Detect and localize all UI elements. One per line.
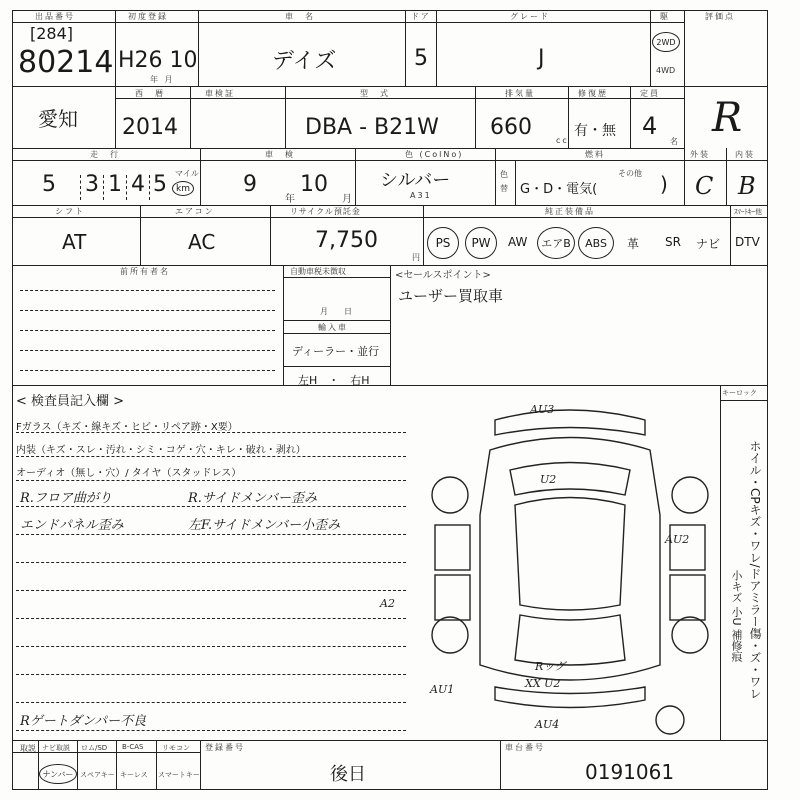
- drive-label: 駆: [660, 12, 670, 21]
- color-value: シルバー: [380, 170, 451, 191]
- doors-value: 5: [414, 46, 428, 71]
- mileage-digit-5: 5: [153, 172, 167, 197]
- drive-2wd-text: 2WD: [656, 37, 676, 47]
- tax-month-label: 月 日: [320, 307, 352, 316]
- mileage-digit-4: 4: [131, 172, 145, 197]
- fuel-close: ): [660, 172, 668, 196]
- recycle-value: 7,750: [315, 228, 378, 253]
- model-value: DBA - B21W: [305, 115, 439, 140]
- mark-a2: A2: [380, 597, 395, 610]
- footer-item-bcas: B-CAS: [122, 743, 144, 751]
- mileage-unit-mile: マイル: [175, 169, 199, 178]
- footer-item-manual: 取説: [20, 744, 36, 753]
- dealer-option: ディーラー・並行: [292, 345, 380, 358]
- prev-owner-label: 前所有者名: [120, 267, 170, 276]
- spare-tire: [656, 706, 684, 734]
- cc-unit: cc: [556, 136, 569, 145]
- mileage-digit-3: 1: [108, 172, 122, 197]
- equip-ps: [427, 227, 459, 259]
- note-floor: R.フロア曲がり: [20, 491, 112, 506]
- equip-label: 純正装備品: [545, 207, 595, 216]
- wheel-rr: [672, 617, 708, 653]
- insp-year-unit: 年: [285, 194, 297, 205]
- car-body: [480, 438, 660, 681]
- insp-month: 10: [300, 172, 328, 197]
- first-reg-label: 初度登録: [128, 12, 168, 21]
- year-label: 西 暦: [135, 89, 165, 98]
- interior-label: 内装: [735, 150, 755, 159]
- shift-label: シフト: [55, 207, 85, 216]
- wheel-fr: [672, 477, 708, 513]
- keylock-label: キーロック: [722, 389, 757, 397]
- lot-label: 出品番号: [35, 12, 75, 21]
- note-side-member: R.サイドメンバー歪み: [188, 491, 317, 506]
- color-no: A31: [410, 191, 432, 200]
- door-fr: [670, 525, 705, 570]
- footer-keyless: キーレス: [120, 771, 148, 779]
- roof: [515, 498, 625, 611]
- mileage-digit-1: 5: [42, 172, 56, 197]
- fuel-value: G・D・電気(: [520, 182, 598, 197]
- tax-label: 自動車税未徴収: [290, 267, 346, 276]
- note-end-panel: エンドパネル歪み: [20, 518, 124, 533]
- front-bumper: [495, 410, 645, 435]
- drive-2wd-mark: [652, 32, 680, 52]
- mark-au1: AU1: [430, 683, 455, 696]
- lot-code: [284]: [30, 24, 74, 43]
- car-name: デイズ: [272, 49, 337, 74]
- chassis-label: 車台番号: [505, 743, 545, 752]
- seats-label: 定員: [640, 89, 660, 98]
- seats-unit: 名: [670, 137, 680, 146]
- cc-value: 660: [490, 115, 532, 140]
- car-diagram: [380, 395, 720, 735]
- equip-abs-text: ABS: [585, 236, 607, 250]
- recycle-label: リサイクル預託金: [290, 207, 361, 216]
- rear-bumper: [495, 687, 645, 708]
- windshield: [510, 463, 630, 496]
- color-side: 色替: [500, 170, 508, 193]
- door-fl: [435, 525, 470, 570]
- exterior-value: C: [695, 172, 714, 200]
- equip-pw: [465, 227, 497, 259]
- side-note-small: 小キズ 小U 補修痕: [730, 570, 743, 663]
- color-label: 色 (ColNo): [405, 150, 464, 159]
- footer-item-navi-manual: ナビ取説: [42, 744, 70, 752]
- interior-line: 内装（キズ・スレ・汚れ・シミ・コゲ・穴・キレ・破れ・剥れ）: [16, 445, 306, 456]
- footer-number-plate-text: ナンバー: [42, 769, 74, 779]
- glass-line: Fガラス（キズ・線キズ・ヒビ・リペア跡・X要）: [16, 422, 238, 433]
- footer-item-remote: リモコン: [162, 744, 190, 752]
- mark-au4: AU4: [535, 718, 560, 731]
- inspector-title: < 検査員記入欄 >: [16, 394, 125, 409]
- score-value: R: [712, 95, 743, 141]
- wheel-fl: [432, 477, 468, 513]
- sales-point-label: <セールスポイント>: [395, 270, 491, 281]
- model-label: 型 式: [360, 89, 390, 98]
- side-note-vertical: ホイル・CPキズ・ワレ/ドアミラー傷・ズ・ワレ: [748, 440, 762, 700]
- audio-line: オーディオ（無し・穴）/ タイヤ（スタッドレス）: [16, 468, 242, 479]
- score-label: 評価点: [705, 12, 735, 21]
- mark-au2: AU2: [665, 533, 690, 546]
- door-rr: [670, 575, 705, 620]
- reg-no-label: 登録番号: [205, 743, 245, 752]
- first-reg-unit: 年 月: [150, 75, 175, 84]
- handle-option: 左H ・ 右H: [298, 374, 370, 387]
- first-reg-value: H26 10: [118, 48, 198, 73]
- insp-year: 9: [243, 172, 257, 197]
- mark-rug: Rッグ: [535, 660, 566, 673]
- note-front-side: 左F.サイドメンバー小歪み: [188, 518, 341, 533]
- door-rl: [435, 575, 470, 620]
- rear-window: [515, 615, 625, 665]
- fuel-other: その他: [618, 169, 642, 178]
- equip-aw: AW: [508, 235, 528, 249]
- inspection-label: 車 検: [265, 150, 295, 159]
- mark-u2: U2: [540, 473, 557, 486]
- footer-item-rom: ロム/SD: [81, 744, 108, 752]
- exterior-label: 外装: [690, 150, 710, 159]
- cert-label: 車検証: [205, 89, 235, 98]
- footer-smart-key: スマートキー: [158, 771, 200, 779]
- wheel-rl: [432, 617, 468, 653]
- region: 愛知: [38, 107, 78, 131]
- drive-4wd-text: 4WD: [656, 66, 676, 75]
- reg-no-value: 後日: [330, 764, 366, 785]
- equip-navi: ナビ: [696, 237, 721, 251]
- footer-number-plate: [39, 764, 77, 784]
- equip-sr: SR: [665, 235, 681, 249]
- grade-label: グレード: [510, 12, 550, 21]
- seats-value: 4: [642, 112, 658, 140]
- sales-point: ユーザー買取車: [398, 287, 504, 305]
- mark-xxu2: XX U2: [525, 677, 561, 690]
- fuel-label: 燃料: [585, 150, 605, 159]
- equip-leather: 革: [627, 237, 640, 251]
- ac-value: AC: [188, 230, 216, 254]
- doors-label: ドア: [411, 12, 431, 21]
- equip-airbag: [537, 227, 575, 259]
- recycle-unit: 円: [412, 253, 420, 262]
- history-value: 有・無: [574, 123, 616, 139]
- mark-au3: AU3: [530, 403, 555, 416]
- chassis-value: 0191061: [585, 760, 675, 784]
- equip-dtv: DTV: [735, 235, 760, 249]
- equip-pw-text: PW: [471, 236, 491, 250]
- shift-value: AT: [62, 230, 87, 254]
- note-gate-damper: Rゲートダンパー不良: [20, 714, 147, 729]
- mileage-label: 走 行: [90, 150, 120, 159]
- mileage-unit-km: km: [176, 183, 190, 194]
- history-label: 修復歴: [578, 89, 608, 98]
- grade-value: J: [538, 46, 545, 71]
- key-label: ｽﾏｰﾄｷｰ他: [734, 208, 762, 216]
- mileage-digit-2: 3: [85, 172, 99, 197]
- mileage-unit-km-mark: [172, 181, 194, 196]
- insp-month-unit: 月: [342, 194, 354, 205]
- import-label: 輸入車: [318, 323, 348, 332]
- year-value: 2014: [122, 115, 178, 140]
- cc-label: 排気量: [505, 89, 535, 98]
- lot-number: 80214: [18, 45, 114, 80]
- ac-label: エアコン: [175, 207, 215, 216]
- equip-abs: [578, 227, 614, 259]
- equip-ps-text: PS: [435, 236, 451, 250]
- car-name-label: 車 名: [285, 12, 315, 21]
- equip-airbag-text: エアB: [541, 237, 571, 250]
- footer-spare-key: スペアキー: [80, 771, 115, 779]
- interior-value: B: [738, 172, 756, 200]
